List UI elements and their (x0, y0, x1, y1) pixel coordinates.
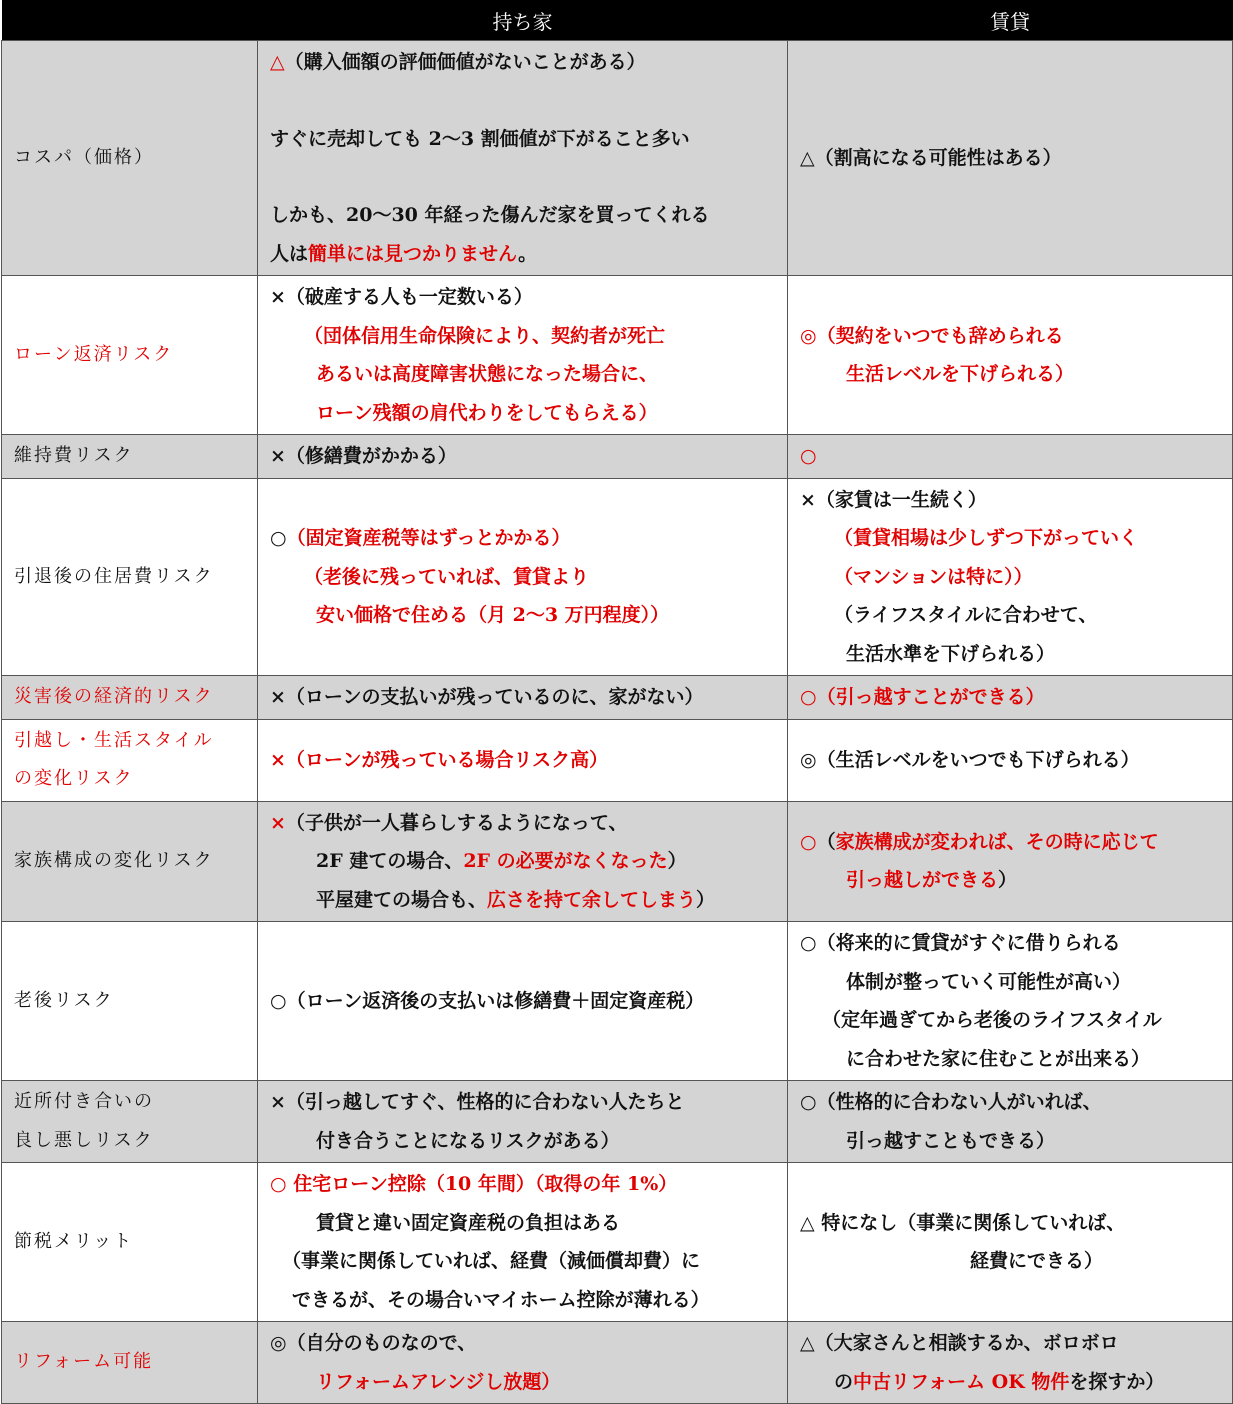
header-row (2, 0, 1233, 41)
own-cell: ○（固定資産税等はずっとかかる） （老後に残っていれば、賃貸より 安い価格で住める（月 2〜3 万円程度）） (258, 478, 788, 676)
row-label: 節税メリット (2, 1163, 258, 1322)
header-own-home: 持ち家 (258, 0, 788, 41)
rent-cell: ○ (788, 435, 1233, 479)
own-cell: ◎（自分のものなので、 リフォームアレンジし放題） (258, 1322, 788, 1404)
row-label: リフォーム可能 (2, 1322, 258, 1404)
rent-cell: △（大家さんと相談するか、ボロボロ の中古リフォーム OK 物件を探すか） (788, 1322, 1233, 1404)
own-cell: ×（ローンが残っている場合リスク高） (258, 719, 788, 801)
header-blank (2, 0, 258, 41)
own-cell: ○ 住宅ローン控除（10 年間）（取得の年 1%） 賃貸と違い固定資産税の負担はある （事業に関係していれば、経費（減価償却費）に できるが、その場合いマイホーム控除が薄れる） (258, 1163, 788, 1322)
table-row-family (2, 801, 1233, 922)
rent-cell: ◎（生活レベルをいつでも下げられる） (788, 719, 1233, 801)
table-row-disaster (2, 676, 1233, 720)
rent-cell: △（割高になる可能性はある） (788, 41, 1233, 276)
table-row-lifestyle (2, 719, 1233, 801)
table-row-old-age (2, 922, 1233, 1081)
row-label: 引退後の住居費リスク (2, 478, 258, 676)
row-label: 維持費リスク (2, 435, 258, 479)
row-label: 家族構成の変化リスク (2, 801, 258, 922)
row-label: 老後リスク (2, 922, 258, 1081)
rent-cell: ◎（契約をいつでも辞められる 生活レベルを下げられる） (788, 276, 1233, 435)
own-cell: ○（ローン返済後の支払いは修繕費＋固定資産税） (258, 922, 788, 1081)
comparison-table (1, 0, 1233, 1404)
rent-cell: ×（家賃は一生続く） （賃貸相場は少しずつ下がっていく （マンションは特に）） （ライフスタイルに合わせて、 生活水準を下げられる） (788, 478, 1233, 676)
rent-cell: ○（将来的に賃貸がすぐに借りられる 体制が整っていく可能性が高い） （定年過ぎてから老後のライフスタイル に合わせた家に住むことが出来る） (788, 922, 1233, 1081)
own-cell: △（購入価額の評価価値がないことがある） すぐに売却しても 2〜3 割価値が下がること多い しかも、20〜30 年経った傷んだ家を買ってくれる 人は簡単には見つかりません。 (258, 41, 788, 276)
row-label: コスパ（価格） (2, 41, 258, 276)
row-label: ローン返済リスク (2, 276, 258, 435)
own-cell: ×（引っ越してすぐ、性格的に合わない人たちと 付き合うことになるリスクがある） (258, 1081, 788, 1163)
rent-cell: ○（引っ越すことができる） (788, 676, 1233, 720)
table-row-tax (2, 1163, 1233, 1322)
header-rental: 賃貸 (788, 0, 1233, 41)
row-label: 引越し・生活スタイル の変化リスク (2, 719, 258, 801)
own-cell: ×（ローンの支払いが残っているのに、家がない） (258, 676, 788, 720)
rent-cell: △ 特になし（事業に関係していれば、 経費にできる） (788, 1163, 1233, 1322)
table-row-maintenance (2, 435, 1233, 479)
table-row-loan (2, 276, 1233, 435)
table-row-reform (2, 1322, 1233, 1404)
own-cell: ×（破産する人も一定数いる） （団体信用生命保険により、契約者が死亡 あるいは高度障害状態になった場合に、 ローン残額の肩代わりをしてもらえる） (258, 276, 788, 435)
table-row-cost (2, 41, 1233, 276)
row-label: 近所付き合いの 良し悪しリスク (2, 1081, 258, 1163)
triangle-icon: △ (270, 51, 285, 73)
rent-cell: ○（家族構成が変われば、その時に応じて 引っ越しができる） (788, 801, 1233, 922)
own-cell: ×（子供が一人暮らしするようになって、 2F 建ての場合、2F の必要がなくなった） 平屋建ての場合も、広さを持て余してしまう） (258, 801, 788, 922)
own-cell: ×（修繕費がかかる） (258, 435, 788, 479)
table-row-retirement-housing (2, 478, 1233, 676)
table-row-neighbors (2, 1081, 1233, 1163)
rent-cell: ○（性格的に合わない人がいれば、 引っ越すこともできる） (788, 1081, 1233, 1163)
row-label: 災害後の経済的リスク (2, 676, 258, 720)
